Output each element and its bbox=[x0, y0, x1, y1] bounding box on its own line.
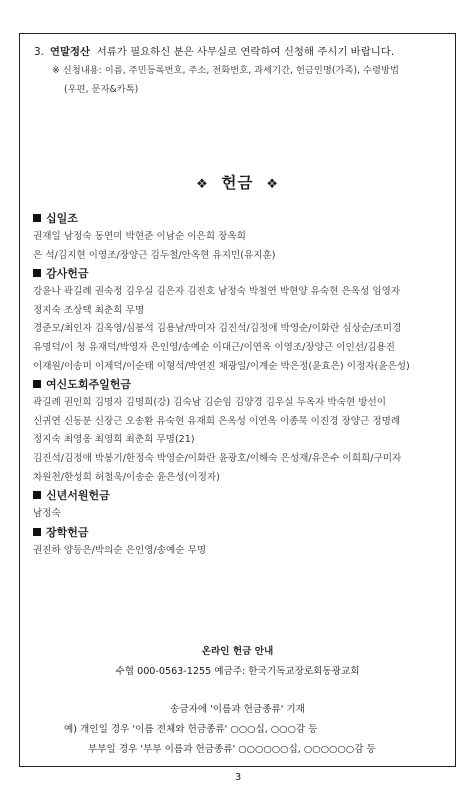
category-heading bbox=[33, 376, 447, 394]
donor-line: 은 석/김지현 이영조/장양근 김두철/안옥현 유지민(유지훈) bbox=[33, 249, 276, 261]
square-bullet-icon bbox=[33, 214, 41, 222]
request-note: ※ 신청내용: 이름, 주민등록번호, 주소, 전화번호, 과세기간, 헌금인명(가족), 수령방법 bbox=[52, 65, 399, 76]
section-text: 서류가 필요하신 분은 사무실로 연락하여 신청해 주시기 바랍니다. bbox=[96, 46, 395, 58]
square-bullet-icon bbox=[33, 380, 41, 388]
sender-instructions bbox=[20, 700, 455, 760]
offering-title bbox=[20, 171, 455, 193]
category-heading bbox=[33, 265, 447, 283]
offering-title-text: 헌금 bbox=[221, 174, 254, 192]
donor-line: 차원천/한성희 허철욱/이송순 윤은성(이정자) bbox=[33, 471, 220, 483]
category-heading bbox=[33, 524, 447, 542]
diamond-right-icon: ❖ bbox=[266, 177, 279, 192]
donor-line: 곽길례 권인희 김명자 김명희(강) 김숙남 김순임 김양경 김우실 두옥자 박숙현 방선이 bbox=[33, 397, 387, 409]
square-bullet-icon bbox=[33, 269, 41, 277]
bulletin-frame bbox=[19, 33, 456, 767]
category-title: 십일조 bbox=[46, 212, 78, 225]
donor-line: 신귀연 신동분 신장근 오송환 유숙현 유재희 은옥성 이연옥 이종묵 이진경 장양근 정명례 bbox=[33, 415, 401, 427]
donor-line: 정지숙 최영옹 최영희 최춘희 무명(21) bbox=[33, 434, 195, 446]
online-title: 온라인 헌금 안내 bbox=[201, 646, 274, 657]
donor-line: 김진석/김정애 박봉기/한정숙 박영순/이화란 윤광호/이해숙 은성재/유은수 이희희/구미자 bbox=[33, 452, 402, 464]
donor-line: 유명덕/이 청 유재덕/박영자 은인영/송예순 이대근/이연옥 이영조/장양근 이인선/김용진 bbox=[33, 341, 396, 353]
page-number: 3 bbox=[234, 772, 242, 783]
category-title: 신년서원헌금 bbox=[46, 489, 110, 503]
donor-line: 강윤나 곽길례 권숙정 김우실 김은자 김진호 남정숙 박철연 박현양 유숙현 은옥성 임영자 bbox=[33, 286, 401, 298]
category-title: 감사헌금 bbox=[46, 267, 89, 281]
bank-account: 수협 000-0563-1255 예금주: 한국기독교장로회동광교회 bbox=[115, 666, 360, 677]
category-title: 장학헌금 bbox=[46, 525, 89, 539]
category-heading bbox=[33, 487, 447, 505]
sender-example-individual: 예) 개인일 경우 '이름 전체와 헌금종류' ○○○십, ○○○감 등 bbox=[64, 724, 318, 735]
category-title: 여신도회주일헌금 bbox=[46, 378, 132, 392]
section-number: 3. bbox=[34, 46, 44, 58]
donor-line: 남정숙 bbox=[33, 508, 61, 520]
square-bullet-icon bbox=[33, 528, 41, 536]
diamond-left-icon: ❖ bbox=[196, 177, 209, 192]
online-offering-info bbox=[20, 642, 455, 682]
offering-list bbox=[33, 210, 447, 560]
sender-example-couple: 부부일 경우 '부부 이름과 헌금종류' ○○○○○○십, ○○○○○○감 등 bbox=[88, 744, 376, 755]
request-note-cont: (우편, 문자&카톡) bbox=[64, 84, 139, 95]
donor-line: 권재일 남정숙 동연미 박현준 이남순 이은희 장옥희 bbox=[33, 231, 246, 242]
donor-line: 경준모/최인자 김옥영/심봉석 김용남/박미자 김진석/김정애 박영순/이화란 심상순/조미경 bbox=[33, 323, 402, 335]
section-line bbox=[34, 44, 445, 61]
donor-line: 정지숙 조상택 최춘희 무명 bbox=[33, 304, 145, 316]
square-bullet-icon bbox=[33, 491, 41, 499]
section-year-end-tax bbox=[34, 44, 445, 99]
section-heading: 연말정산 bbox=[49, 46, 91, 58]
category-heading bbox=[33, 210, 447, 228]
donor-line: 이재원/이송미 이제덕/이순태 이형석/박연진 채광일/이계순 박은정(윤효은) 이정자(윤은성) bbox=[33, 360, 410, 372]
sender-title: 송금자에 '이름과 헌금종류' 기재 bbox=[170, 704, 305, 715]
donor-line: 권진하 양등은/박의순 은인영/송예순 무명 bbox=[33, 544, 207, 556]
